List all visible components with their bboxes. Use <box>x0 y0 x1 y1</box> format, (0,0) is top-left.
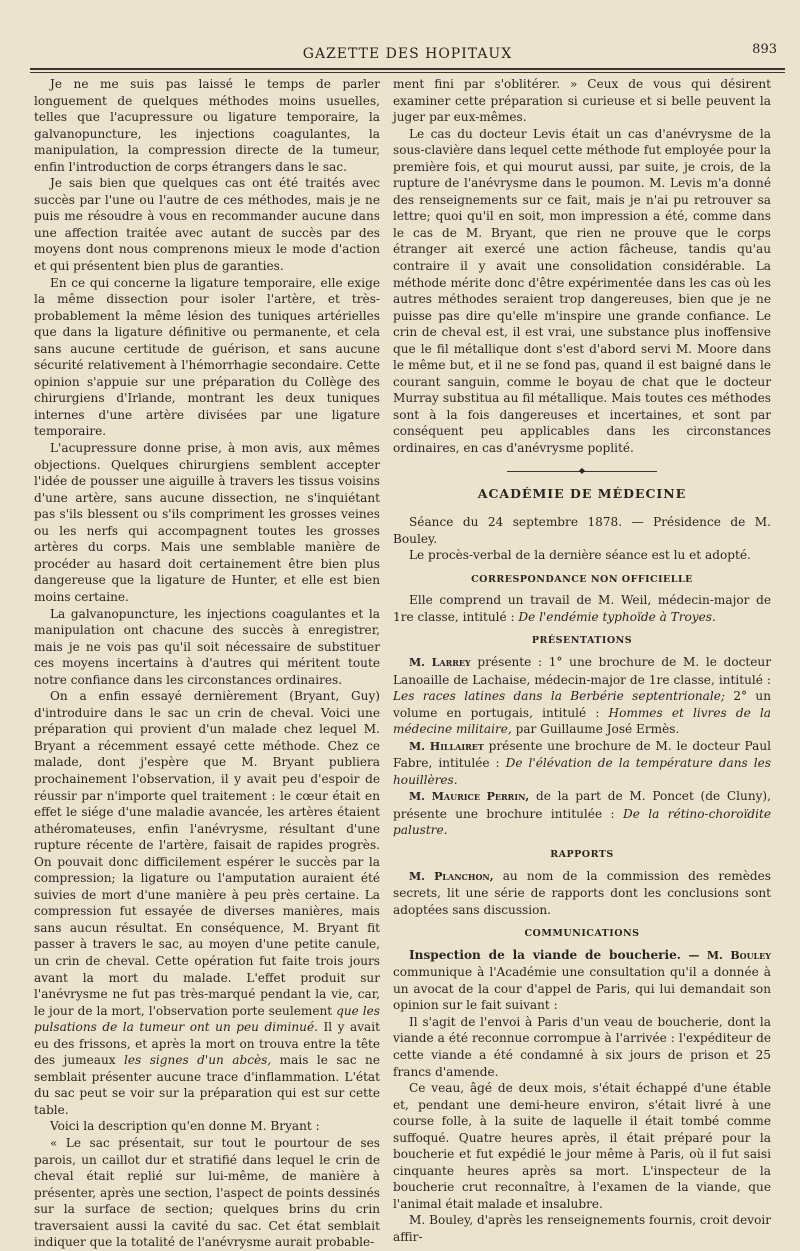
text-run: présente une brochure de M. le docteur Paul Fabre, intitulée : <box>393 738 771 771</box>
speaker-name: M. Larrey <box>409 655 471 669</box>
text-run: Il y avait eu des frissons, et après la mort on trouva entre la tête des jumeaux <box>34 1020 380 1068</box>
subsection-title: PRÉSENTATIONS <box>531 635 633 647</box>
paragraph <box>393 868 771 919</box>
paragraph: Je sais bien que quelques cas ont été traités avec succès par l'une ou l'autre de ces méthodes, mais je ne puis me résoudre à vous en recommander aucune dans une affection traitée avec autant de succès par des moyens dont nous comprenons mieux le mode d'action et qui présentent bien plus de garanties. <box>34 176 380 274</box>
text-run: par Guillaume José Ermès. <box>511 722 680 737</box>
italic-run: De l'endémie typhoïde à Troyes. <box>518 609 716 624</box>
paragraph <box>393 592 771 625</box>
page-number: 893 <box>752 42 777 57</box>
paragraph <box>34 688 380 1118</box>
inline-heading: Inspection de la viande de boucherie. <box>409 947 682 962</box>
text-run: communique à l'Académie une consultation qu'il a donnée à un avocat de la cour d'appel de Paris, qui lui demandait son opinion sur le fait suivant : <box>393 965 771 1013</box>
paragraph: Je ne me suis pas laissé le temps de parler longuement de quelques méthodes moins usuelles, telles que l'acupressure ou ligature temporaire, la galvanopuncture, les injections coagulantes, la manipulation, la compression directe de la tumeur, enfin l'introduction de corps étrangers dans le sac. <box>34 77 380 174</box>
divider-ornament: ◆ <box>578 465 586 475</box>
italic-run: les signes d'un abcès, <box>124 1053 272 1068</box>
paragraph: L'acupressure donne prise, à mon avis, aux mêmes objections. Quelques chirurgiens semblent accepter l'idée de pousser une aiguille à travers les tissus voisins d'une artère, sans aucune dissection, ne s'inquiétant pas s'ils blessent ou s'ils compriment les grosses veines ou les nerfs qui accompagnent toutes les grosses artères du corps. Mais une semblable manière de procéder au hasard doit certainement être bien plus dangereuse que la ligature de Hunter, et elle est bien moins certaine. <box>34 441 380 604</box>
speaker-name: M. Planchon, <box>409 869 494 883</box>
header-rule <box>30 68 785 73</box>
text-run: de la part de M. Poncet (de Cluny), présente une brochure intitulée : <box>393 789 771 821</box>
italic-run: De la rétino-choroïdite palustre. <box>393 806 771 838</box>
text-run: au nom de la commission des remèdes secrets, lit une série de rapports dont les conclusions sont adoptées sans discussion. <box>393 868 771 917</box>
right-column <box>393 76 771 1246</box>
paragraph <box>393 788 771 839</box>
paragraph: « Le sac présentait, sur tout le pourtour de ses parois, un caillot dur et stratifié dans lequel le crin de cheval était replié sur lui-même, de manière à présenter, après une section, l'aspect de points dessinés sur la surface de section; quelques brins du crin traversaient aussi la cavité du sac. Cet état semblait indiquer que la totalité de l'anévrysme aurait probable- <box>34 1136 380 1250</box>
paragraph: En ce qui concerne la ligature temporaire, elle exige la même dissection pour isoler l'artère, et très-probablement la même lésion des tuniques artérielles que dans la ligature définitive ou permanente, et cela sans aucune certitude de guérison, et sans aucune sécurité relativement à l'hémorrhagie secondaire. Cette opinion s'appuie sur une préparation du Collège des chirurgiens d'Irlande, montrant les deux tuniques internes d'une artère divisées par une ligature temporaire. <box>34 275 380 439</box>
text-run: présente : 1° une brochure de M. le docteur Lanoaille de Lachaise, médecin-major de 1re classe, intitulé : <box>393 654 771 687</box>
section-title: ACADÉMIE DE MÉDECINE <box>477 485 687 501</box>
section-divider <box>507 465 657 475</box>
subsection-title: COMMUNICATIONS <box>524 928 640 940</box>
paragraph <box>393 947 771 1014</box>
speaker-name: M. Maurice Perrin, <box>409 790 530 804</box>
text-run: 2° un volume en portugais, intitulé : <box>393 689 771 720</box>
paragraph: La galvanopuncture, les injections coagulantes et la manipulation ont chacune des succès à enregistrer, mais je ne vois pas qu'il soit nécessaire de substituer ces moyens incertains à d'autres qui méritent toute notre confiance dans les circonstances ordinaires. <box>34 606 380 687</box>
paragraph: ment fini par s'oblitérer. » Ceux de vous qui désirent examiner cette préparation si curieuse et si belle peuvent la juger par eux-mêmes. <box>393 77 771 125</box>
page-header <box>30 38 785 68</box>
italic-run: Hommes et livres de la médecine militaire, <box>393 705 771 737</box>
text-run: mais le sac ne semblait présenter aucune trace d'inflammation. L'état du sac peut se voir sur la préparation qui est sur cette table. <box>34 1053 381 1117</box>
journal-title: GAZETTE DES HOPITAUX <box>302 46 513 62</box>
paragraph <box>393 738 771 789</box>
paragraph: Ce veau, âgé de deux mois, s'était échappé d'une étable et, pendant une demi-heure environ, s'était livré à une course folle, à la suite de laquelle il était tombé comme suffoqué. Quatre heures après, il était préparé pour la boucherie et fut expédié le jour même à Paris, où il fut saisi cinquante heures après sa mort. L'inspecteur de la boucherie crut reconnaître, à l'examen de la viande, que l'animal était malade et insalubre. <box>393 1081 771 1211</box>
italic-run: que les pulsations de la tumeur ont un peu diminué. <box>34 1003 381 1035</box>
paragraph: Il s'agit de l'envoi à Paris d'un veau de boucherie, dont la viande a été reconnue corrompue à l'arrivée : l'expéditeur de cette viande a été condamné à six jours de prison et 25 francs d'amende. <box>393 1014 771 1079</box>
italic-run: Les races latines dans la Berbérie septentrionale; <box>393 689 725 704</box>
italic-run: De l'élévation de la température dans les houillères. <box>393 756 771 787</box>
text-run: Elle comprend un travail de M. Weil, médecin-major de 1re classe, intitulé : <box>393 593 771 624</box>
speaker-name: — M. Bouley <box>681 948 771 962</box>
speaker-name: M. Hillairet <box>409 739 484 753</box>
paragraph <box>393 654 771 738</box>
paragraph: Voici la description qu'en donne M. Bryant : <box>50 1119 320 1134</box>
subsection-title: RAPPORTS <box>550 848 614 860</box>
text-run: On a enfin essayé dernièrement (Bryant, Guy) d'introduire dans le sac un crin de cheval. Voici une préparation qui provient d'un malade chez lequel M. Bryant a récemment essayé cette méthode. Chez ce malade, dont j'espère que M. Bryant publiera prochainement l'observation, il y avait peu d'espoir de réussir par n'importe quel traitement : le cœur était en effet le siége d'une maladie avancée, les artères étaient athéromateuses, enfin l'anévrysme, résultant d'une rupture récente de l'artère, faisait de rapides progrès. On pouvait donc difficilement espérer le succès par la compression; la ligature ou l'amputation auraient été suivies de mort d'une manière à peu près certaine. La compression fut essayée de diverses manières, mais sans aucun résultat. En conséquence, M. Bryant fit passer à travers le sac, au moyen d'une petite canule, un crin de cheval. Cette opération fut faite trois jours avant la mort du malade. L'effet produit sur l'anévrysme ne fut pas très-marqué pendant la vie, car, le jour de la mort, l'observation porte seulement <box>34 689 380 1018</box>
session-line: Séance du 24 septembre 1878. — Présidence de M. Bouley. <box>393 515 771 546</box>
left-column <box>34 76 380 1251</box>
subsection-title: CORRESPONDANCE NON OFFICIELLE <box>471 573 693 585</box>
paragraph: Le cas du docteur Levis était un cas d'anévrysme de la sous-clavière dans lequel cette méthode fut employée pour la première fois, et qui mourut aussi, par suite, je crois, de la rupture de l'anévrysme dans le poumon. M. Levis m'a donné des renseignements sur ce fait, mais je n'ai pu retrouver sa lettre; quoi qu'il en soit, mon impression a été, comme dans le cas de M. Bryant, que rien ne prouve que le corps étranger ait exercé une action fâcheuse, tandis qu'au contraire il y avait une consolidation considérable. La méthode mérite donc d'être expérimentée dans les cas où les autres méthodes seraient trop dangereuses, bien que je ne puisse pas dire qu'elle m'inspire une grande confiance. Le crin de cheval est, il est vrai, une substance plus inoffensive que le fil métallique dont s'est d'abord servi M. Moore dans le même but, et il ne se fond pas, quand il est baigné dans le courant sanguin, comme le boyau de chat que le docteur Murray substitua au fil métallique. Mais toutes ces méthodes sont à la fois dangereuses et incertaines, et sont par conséquent peu applicables dans les circonstances ordinaires, en cas d'anévrysme poplité. <box>393 126 771 456</box>
paragraph: M. Bouley, d'après les renseignements fournis, croit devoir affir- <box>393 1213 771 1244</box>
paragraph: Le procès-verbal de la dernière séance est lu et adopté. <box>409 548 751 563</box>
